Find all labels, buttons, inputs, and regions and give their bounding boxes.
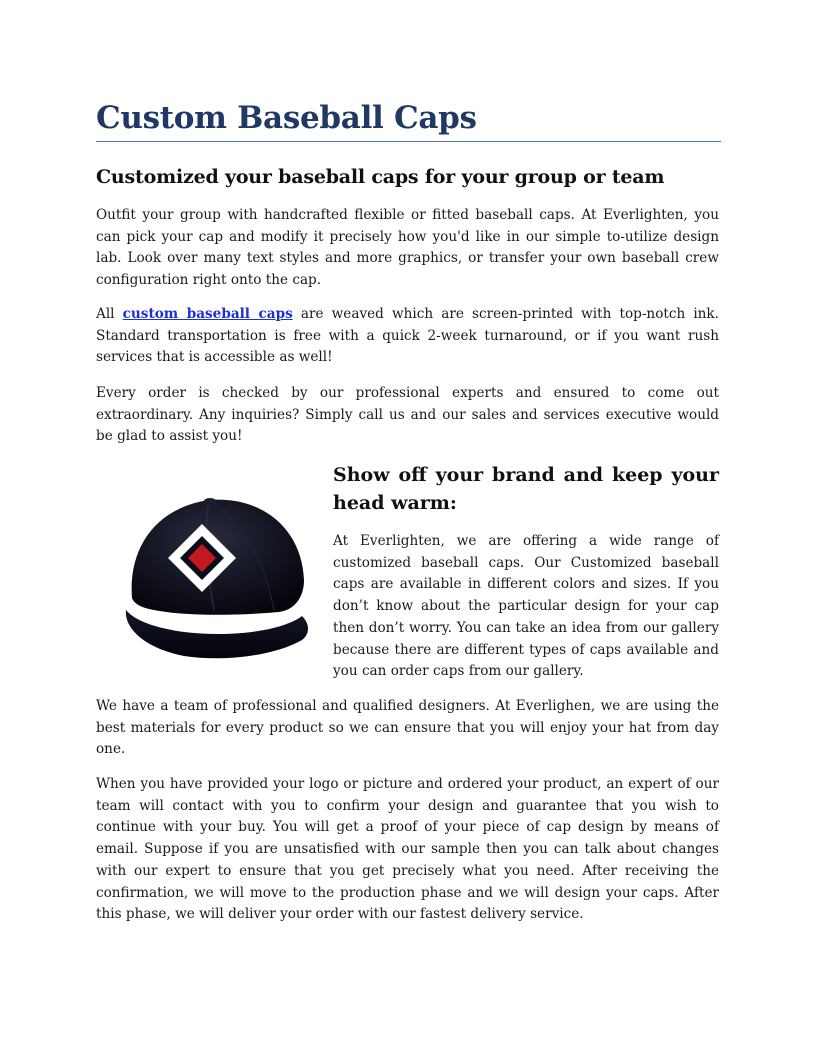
title-underline — [96, 141, 721, 142]
shipping-paragraph-rest: are weaved which are screen-printed with top-notch ink. Standard transportation is free with a quick 2-week turnaround, or if you want rush services that is accessible as well! — [96, 306, 719, 366]
side-heading: Show off your brand and keep your head warm: — [333, 464, 719, 514]
page-title: Custom Baseball Caps — [96, 100, 477, 136]
baseball-cap-image — [114, 470, 314, 670]
baseball-cap-icon — [114, 470, 314, 670]
shipping-paragraph-lead: All — [96, 306, 123, 322]
side-paragraph: At Everlighten, we are offering a wide range of customized baseball caps. Our Customized baseball caps are available in different colors and sizes. If you don’t know about the particular design for your cap then don’t worry. You can take an idea from our gallery because there are different types of caps available and you can order caps from our gallery. — [333, 533, 719, 680]
section-subtitle: Customized your baseball caps for your group or team — [96, 166, 665, 188]
shipping-paragraph — [96, 304, 719, 369]
custom-baseball-caps-link[interactable]: custom baseball caps — [122, 306, 293, 322]
process-paragraph: When you have provided your logo or picture and ordered your product, an expert of our team will contact with you to confirm your design and guarantee that you wish to continue with your buy. You will get a proof of your piece of cap design by means of email. Suppose if you are unsatisfied with our sample then you can talk about changes with our expert to ensure that you get precisely what you need. After receiving the confirmation, we will move to the production phase and we will design your caps. After this phase, we will deliver your order with our fastest delivery service. — [96, 776, 719, 923]
intro-paragraph: Outfit your group with handcrafted flexible or fitted baseball caps. At Everlighten, you can pick your cap and modify it precisely how you'd like in our simple to-utilize design lab. Look over many text styles and more graphics, or transfer your own baseball crew configuration right onto the cap. — [96, 207, 719, 289]
designers-paragraph: We have a team of professional and qualified designers. At Everlighen, we are using the best materials for every product so we can ensure that you will enjoy your hat from day one. — [96, 698, 719, 758]
quality-paragraph: Every order is checked by our professional experts and ensured to come out extraordinary. Any inquiries? Simply call us and our sales and services executive would be glad to assist you! — [96, 385, 719, 445]
